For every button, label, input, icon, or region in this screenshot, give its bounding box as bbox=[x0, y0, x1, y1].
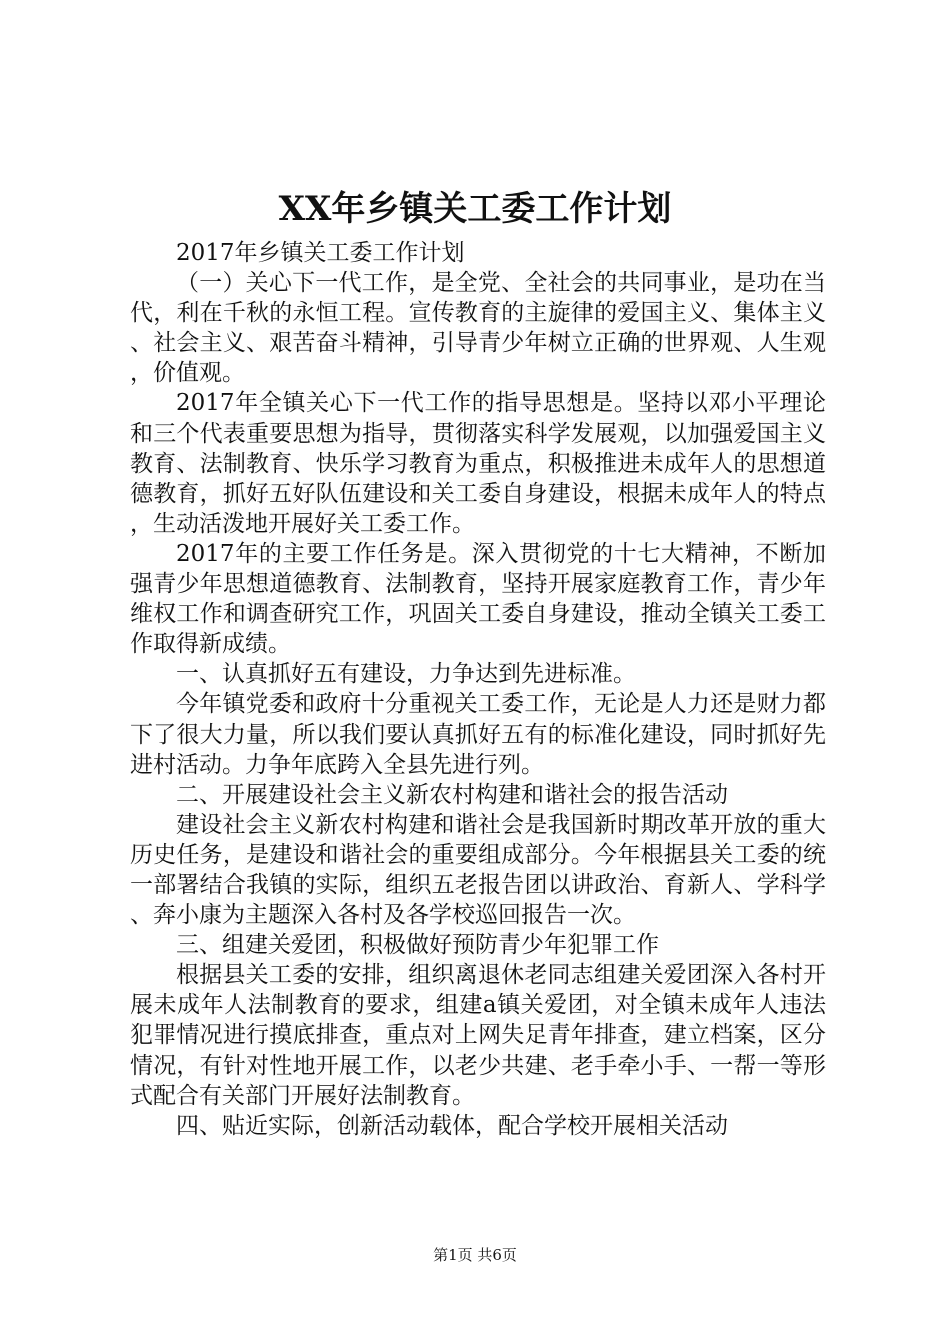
section-heading: 一、认真抓好五有建设，力争达到先进标准。 bbox=[176, 661, 636, 688]
paragraph: 2017年乡镇关工委工作计划 bbox=[176, 240, 465, 266]
paragraph: 2017年的主要工作任务是。深入贯彻党的十七大精神，不断加强青少年思想道德教育、法制教育，坚持开展家庭教育工作，青少年维权工作和调查研究工作，巩固关工委自身建设，推动全镇关工委工作取得新成绩。 bbox=[130, 540, 826, 658]
paragraph: 建设社会主义新农村构建和谐社会是我国新时期改革开放的重大历史任务，是建设和谐社会的重要组成部分。今年根据县关工委的统一部署结合我镇的实际，组织五老报告团以讲政治、育新人、学科学、奔小康为主题深入各村及各学校巡回报告一次。 bbox=[130, 811, 826, 929]
paragraph: （一）关心下一代工作，是全党、全社会的共同事业，是功在当代，利在千秋的永恒工程。宣传教育的主旋律的爱国主义、集体主义、社会主义、艰苦奋斗精神，引导青少年树立正确的世界观、人生观，价值观。 bbox=[130, 270, 826, 387]
page-footer: 第1页 共6页 bbox=[433, 1246, 517, 1264]
paragraph: 今年镇党委和政府十分重视关工委工作，无论是人力还是财力都下了很大力量，所以我们要认真抓好五有的标准化建设，同时抓好先进村活动。力争年底跨入全县先进行列。 bbox=[130, 691, 826, 778]
paragraph: 2017年全镇关心下一代工作的指导思想是。坚持以邓小平理论和三个代表重要思想为指导，贯彻落实科学发展观，以加强爱国主义教育、法制教育、快乐学习教育为重点，积极推进未成年人的思想道德教育，抓好五好队伍建设和关工委自身建设，根据未成年人的特点，生动活泼地开展好关工委工作。 bbox=[130, 390, 826, 537]
section-heading: 三、组建关爱团，积极做好预防青少年犯罪工作 bbox=[176, 932, 659, 959]
paragraph: 根据县关工委的安排，组织离退休老同志组建关爱团深入各村开展未成年人法制教育的要求，组建a镇关爱团，对全镇未成年人违法犯罪情况进行摸底排查，重点对上网失足青年排查，建立档案，区分情况，有针对性地开展工作，以老少共建、老手牵小手、一帮一等形式配合有关部门开展好法制教育。 bbox=[130, 962, 826, 1109]
document-body bbox=[130, 238, 826, 1141]
section-heading: 四、贴近实际，创新活动载体，配合学校开展相关活动 bbox=[176, 1112, 728, 1139]
section-heading: 二、开展建设社会主义新农村构建和谐社会的报告活动 bbox=[176, 781, 728, 808]
document-title: XX年乡镇关工委工作计划 bbox=[278, 189, 672, 229]
